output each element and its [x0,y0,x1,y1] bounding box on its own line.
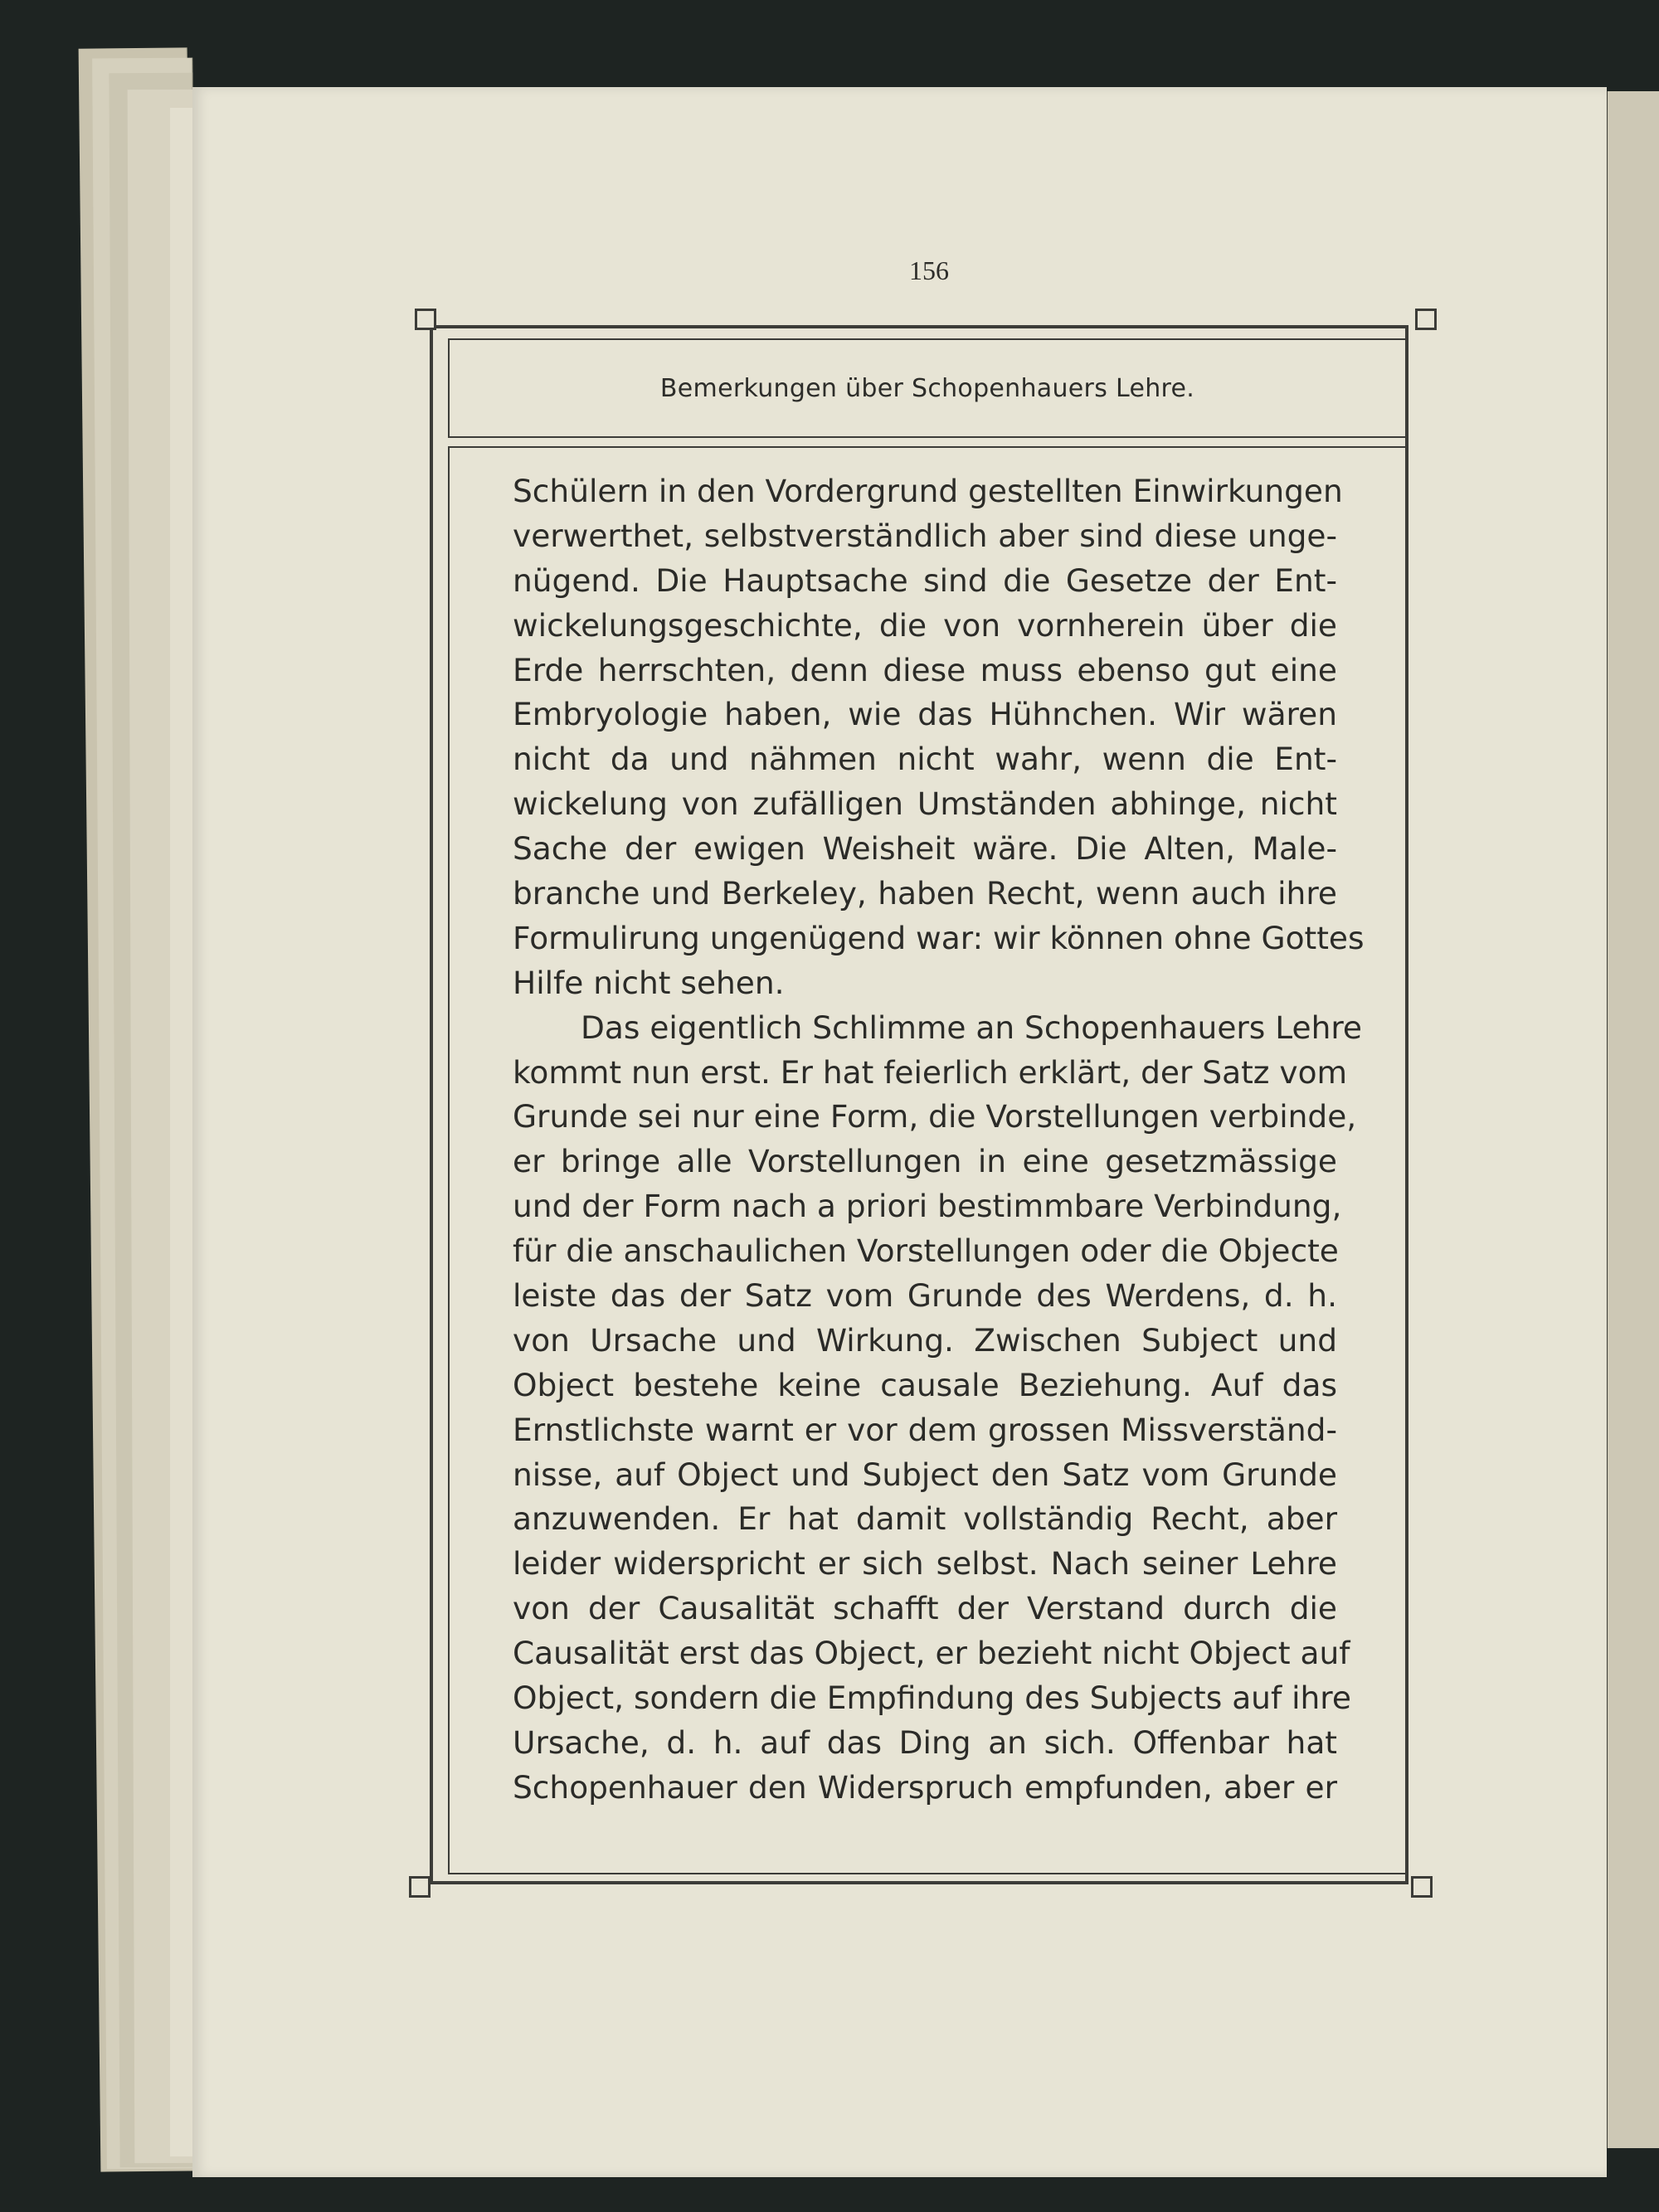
text-line: Embryologie haben, wie das Hühnchen. Wir wären [513,696,1337,733]
text-line: Grunde sei nur eine Form, die Vorstellungen verbinde, [513,1098,1357,1135]
text-line: Das eigentlich Schlimme an Schopenhauers Lehre [581,1009,1363,1046]
text-line: branche und Berkeley, haben Recht, wenn auch ihre [513,875,1337,912]
text-line: und der Form nach a priori bestimmbare Verbindung, [513,1188,1342,1225]
text-line: Causalität erst das Object, er bezieht nicht Object auf [513,1635,1350,1672]
body-text [513,469,1365,1811]
paragraph-2 [513,1006,1363,1811]
text-line: von der Causalität schafft der Verstand durch die [513,1590,1337,1627]
paragraph-1 [513,469,1365,1006]
text-line: verwerthet, selbstverständlich aber sind diese unge- [513,517,1337,554]
text-line: leiste das der Satz vom Grunde des Werdens, d. h. [513,1277,1337,1315]
text-line: Ursache, d. h. auf das Ding an sich. Offenbar hat [513,1723,1337,1761]
text-line: Schülern in den Vordergrund gestellten Einwirkungen [513,473,1343,509]
text-line: Hilfe nicht sehen. [513,964,785,1001]
text-line: er bringe alle Vorstellungen in eine gesetzmässige [513,1143,1337,1180]
running-head [448,338,1407,438]
text-line: wickelung von zufälligen Umständen abhinge, nicht [513,785,1337,823]
text-line: Ernstlichste warnt er vor dem grossen Missverständ- [513,1411,1337,1448]
text-line: Sache der ewigen Weisheit wäre. Die Alten, Male- [513,830,1337,868]
text-line: Object, sondern die Empfindung des Subjects auf ihre [513,1680,1351,1717]
frame-corner-ornament [409,1876,431,1898]
text-line: wickelungsgeschichte, die von vornherein über die [513,606,1337,644]
text-line: nicht da und nähmen nicht wahr, wenn die Ent- [513,741,1337,778]
text-line: anzuwenden. Er hat damit vollständig Recht, aber [513,1500,1337,1538]
running-head-text: Bemerkungen über Schopenhauers Lehre. [659,373,1195,403]
text-line: nisse, auf Object und Subject den Satz vom Grunde [513,1456,1337,1493]
text-line: Schopenhauer den Widerspruch empfunden, aber er [513,1768,1337,1806]
text-line: kommt nun erst. Er hat feierlich erklärt, der Satz vom [513,1053,1348,1091]
text-line: nügend. Die Hauptsache sind die Gesetze der Ent- [513,562,1337,599]
facing-page-edge [1605,91,1659,2148]
text-line: für die anschaulichen Vorstellungen oder die Objecte [513,1232,1339,1270]
frame-corner-ornament [1411,1876,1433,1898]
frame-corner-ornament [1415,309,1437,330]
text-line: Formulirung ungenügend war: wir können ohne Gottes [513,919,1365,956]
text-line: von Ursache und Wirkung. Zwischen Subject und [513,1321,1337,1359]
text-line: Object bestehe keine causale Beziehung. Auf das [513,1366,1337,1403]
text-line: Erde herrschten, denn diese muss ebenso gut eine [513,651,1337,688]
frame-corner-ornament [415,309,436,330]
text-line: leider widerspricht er sich selbst. Nach seiner Lehre [513,1545,1337,1582]
